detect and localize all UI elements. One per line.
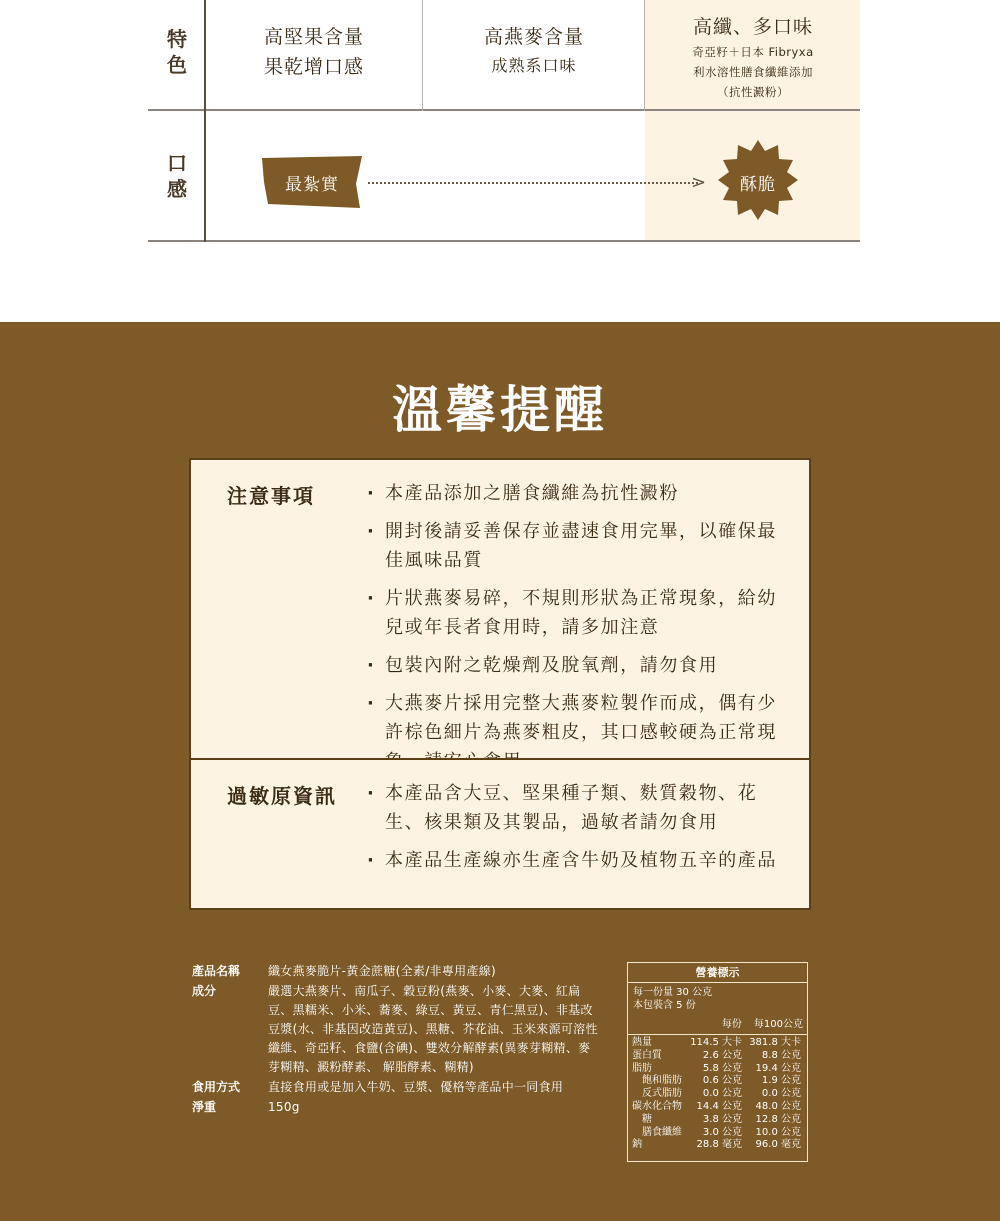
table-row xyxy=(632,1075,803,1088)
texture-dotted-line xyxy=(368,182,698,184)
product-name-row xyxy=(192,962,602,981)
product-info xyxy=(192,962,602,1118)
feature-fiber-line3: 利水溶性膳食纖維添加 xyxy=(693,65,813,79)
nutrient-name: 糖 xyxy=(632,1113,652,1125)
serving-size: 每一份量 30 公克 xyxy=(633,987,713,998)
per-serving-value: 3.8 公克 xyxy=(702,1113,742,1125)
weight-label: 淨重 xyxy=(192,1100,217,1114)
nutrient-name: 蛋白質 xyxy=(632,1049,662,1061)
usage: 直接食用或是加入牛奶、豆漿、優格等產品中一同食用 xyxy=(268,1080,564,1094)
feature-oat-line2: 成熟系口味 xyxy=(491,56,577,75)
allergen-list xyxy=(367,779,787,884)
per-100g-value: 0.0 公克 xyxy=(761,1088,801,1100)
features-label: 特色 xyxy=(167,27,187,77)
feature-nut-line2: 果乾增口感 xyxy=(263,56,364,78)
col-per-serving: 每份 xyxy=(721,1019,742,1030)
table-row xyxy=(632,1088,803,1101)
list-item: · 本產品生產線亦生產含牛奶及植物五辛的產品 xyxy=(367,846,787,875)
comparison-section xyxy=(0,0,1000,322)
per-100g-value: 96.0 毫克 xyxy=(755,1139,801,1151)
nutrient-name: 碳水化合物 xyxy=(632,1100,682,1112)
usage-row xyxy=(192,1078,602,1097)
nutrient-name: 脂肪 xyxy=(632,1062,652,1074)
per-100g-value: 12.8 公克 xyxy=(755,1113,801,1125)
texture-right-label: 酥脆 xyxy=(740,175,776,195)
per-serving-value: 0.0 公克 xyxy=(702,1088,742,1100)
allergen-heading: 過敏原資訊 xyxy=(227,784,337,808)
texture-left-label: 最紮實 xyxy=(285,175,339,195)
nutrient-name: 膳食纖維 xyxy=(632,1126,682,1138)
list-item: · 本產品含大豆、堅果種子類、麩質穀物、花生、核果類及其製品，過敏者請勿食用 xyxy=(367,779,787,837)
reminder-section xyxy=(0,322,1000,1221)
nutrition-title: 營養標示 xyxy=(628,963,807,983)
usage-label: 食用方式 xyxy=(192,1080,241,1094)
list-item: · 本產品添加之膳食纖維為抗性澱粉 xyxy=(367,479,787,508)
notice-panel xyxy=(189,458,811,760)
table-row xyxy=(632,1139,803,1152)
table-row xyxy=(632,1050,803,1063)
comparison-table xyxy=(148,0,860,242)
per-serving-value: 2.6 公克 xyxy=(702,1049,742,1061)
chevron-right-icon: > xyxy=(691,172,707,193)
table-row xyxy=(632,1127,803,1140)
table-row xyxy=(632,1037,803,1050)
section-title: 溫馨提醒 xyxy=(392,380,608,439)
product-name: 纖女燕麥脆片-黃金蔗糖(全素/非專用產線) xyxy=(268,964,497,978)
weight: 150g xyxy=(268,1100,300,1114)
ingredients-label: 成分 xyxy=(192,984,217,998)
per-100g-value: 48.0 公克 xyxy=(755,1100,801,1112)
list-item: · 片狀燕麥易碎，不規則形狀為正常現象，給幼兒或年長者食用時，請多加注意 xyxy=(367,584,787,642)
per-serving-value: 114.5 大卡 xyxy=(690,1037,742,1048)
nutrition-column-headers xyxy=(722,1018,803,1031)
ingredients: 嚴選大燕麥片、南瓜子、穀豆粉(燕麥、小麥、大麥、紅扁豆、黑糯米、小米、蕎麥、綠豆、黃豆、青仁黑豆)、非基改豆漿(水、非基因改造黃豆)、黑糖、芥花油、玉米來源可溶性纖維、奇亞籽、食鹽(含碘)、雙效分解酵素(異麥芽糊精、麥芽糊精、澱粉酵素、 解脂酵素、糊精) xyxy=(268,984,598,1074)
nutrition-serving xyxy=(628,983,807,1035)
weight-row xyxy=(192,1098,602,1117)
ingredients-row xyxy=(192,982,602,1077)
notice-list xyxy=(367,479,787,785)
feature-fiber-line4: （抗性澱粉） xyxy=(717,85,789,99)
texture-label: 口感 xyxy=(167,151,187,201)
per-100g-value: 19.4 公克 xyxy=(755,1062,801,1074)
column-divider xyxy=(644,0,645,111)
nutrition-table xyxy=(627,962,808,1162)
feature-fiber-line1: 高纖、多口味 xyxy=(692,16,813,38)
nutrition-rows xyxy=(628,1035,807,1152)
per-serving-value: 14.4 公克 xyxy=(696,1100,742,1112)
feature-oat-line1: 高燕麥含量 xyxy=(483,26,584,48)
feature-nut-line1: 高堅果含量 xyxy=(263,26,364,48)
per-serving-value: 28.8 毫克 xyxy=(696,1139,742,1151)
list-item: · 大燕麥片採用完整大燕麥粒製作而成，偶有少許棕色細片為燕麥粗皮，其口感較硬為正常現 xyxy=(367,689,787,776)
nutrient-name: 反式脂肪 xyxy=(632,1088,682,1100)
list-item: · 開封後請妥善保存並盡速食用完畢，以確保最佳風味品質 xyxy=(367,517,787,575)
notice-heading: 注意事項 xyxy=(227,484,315,508)
column-divider xyxy=(422,0,423,111)
list-item: · 包裝內附之乾燥劑及脫氧劑，請勿食用 xyxy=(367,651,787,680)
table-row xyxy=(632,1063,803,1076)
col-per-100g: 每100公克 xyxy=(753,1019,803,1030)
nutrient-name: 熱量 xyxy=(632,1037,652,1048)
table-row xyxy=(632,1114,803,1127)
feature-nut xyxy=(206,22,422,82)
per-serving-value: 3.0 公克 xyxy=(702,1126,742,1138)
per-serving-value: 5.8 公克 xyxy=(702,1062,742,1074)
per-100g-value: 8.8 公克 xyxy=(761,1049,801,1061)
feature-fiber-line2: 奇亞籽＋日本 Fibryxa xyxy=(692,45,814,59)
per-serving-value: 0.6 公克 xyxy=(702,1075,742,1087)
per-100g-value: 10.0 公克 xyxy=(755,1126,801,1138)
nutrient-name: 飽和脂肪 xyxy=(632,1075,682,1087)
allergen-panel xyxy=(189,758,811,910)
per-100g-value: 381.8 大卡 xyxy=(749,1037,801,1048)
per-100g-value: 1.9 公克 xyxy=(761,1075,801,1087)
feature-oat xyxy=(424,22,644,80)
nutrient-name: 鈉 xyxy=(632,1139,642,1151)
product-name-label: 產品名稱 xyxy=(192,964,241,978)
servings-per-pack: 本包裝含 5 份 xyxy=(633,1000,696,1011)
feature-fiber xyxy=(646,12,860,102)
table-row xyxy=(632,1101,803,1114)
